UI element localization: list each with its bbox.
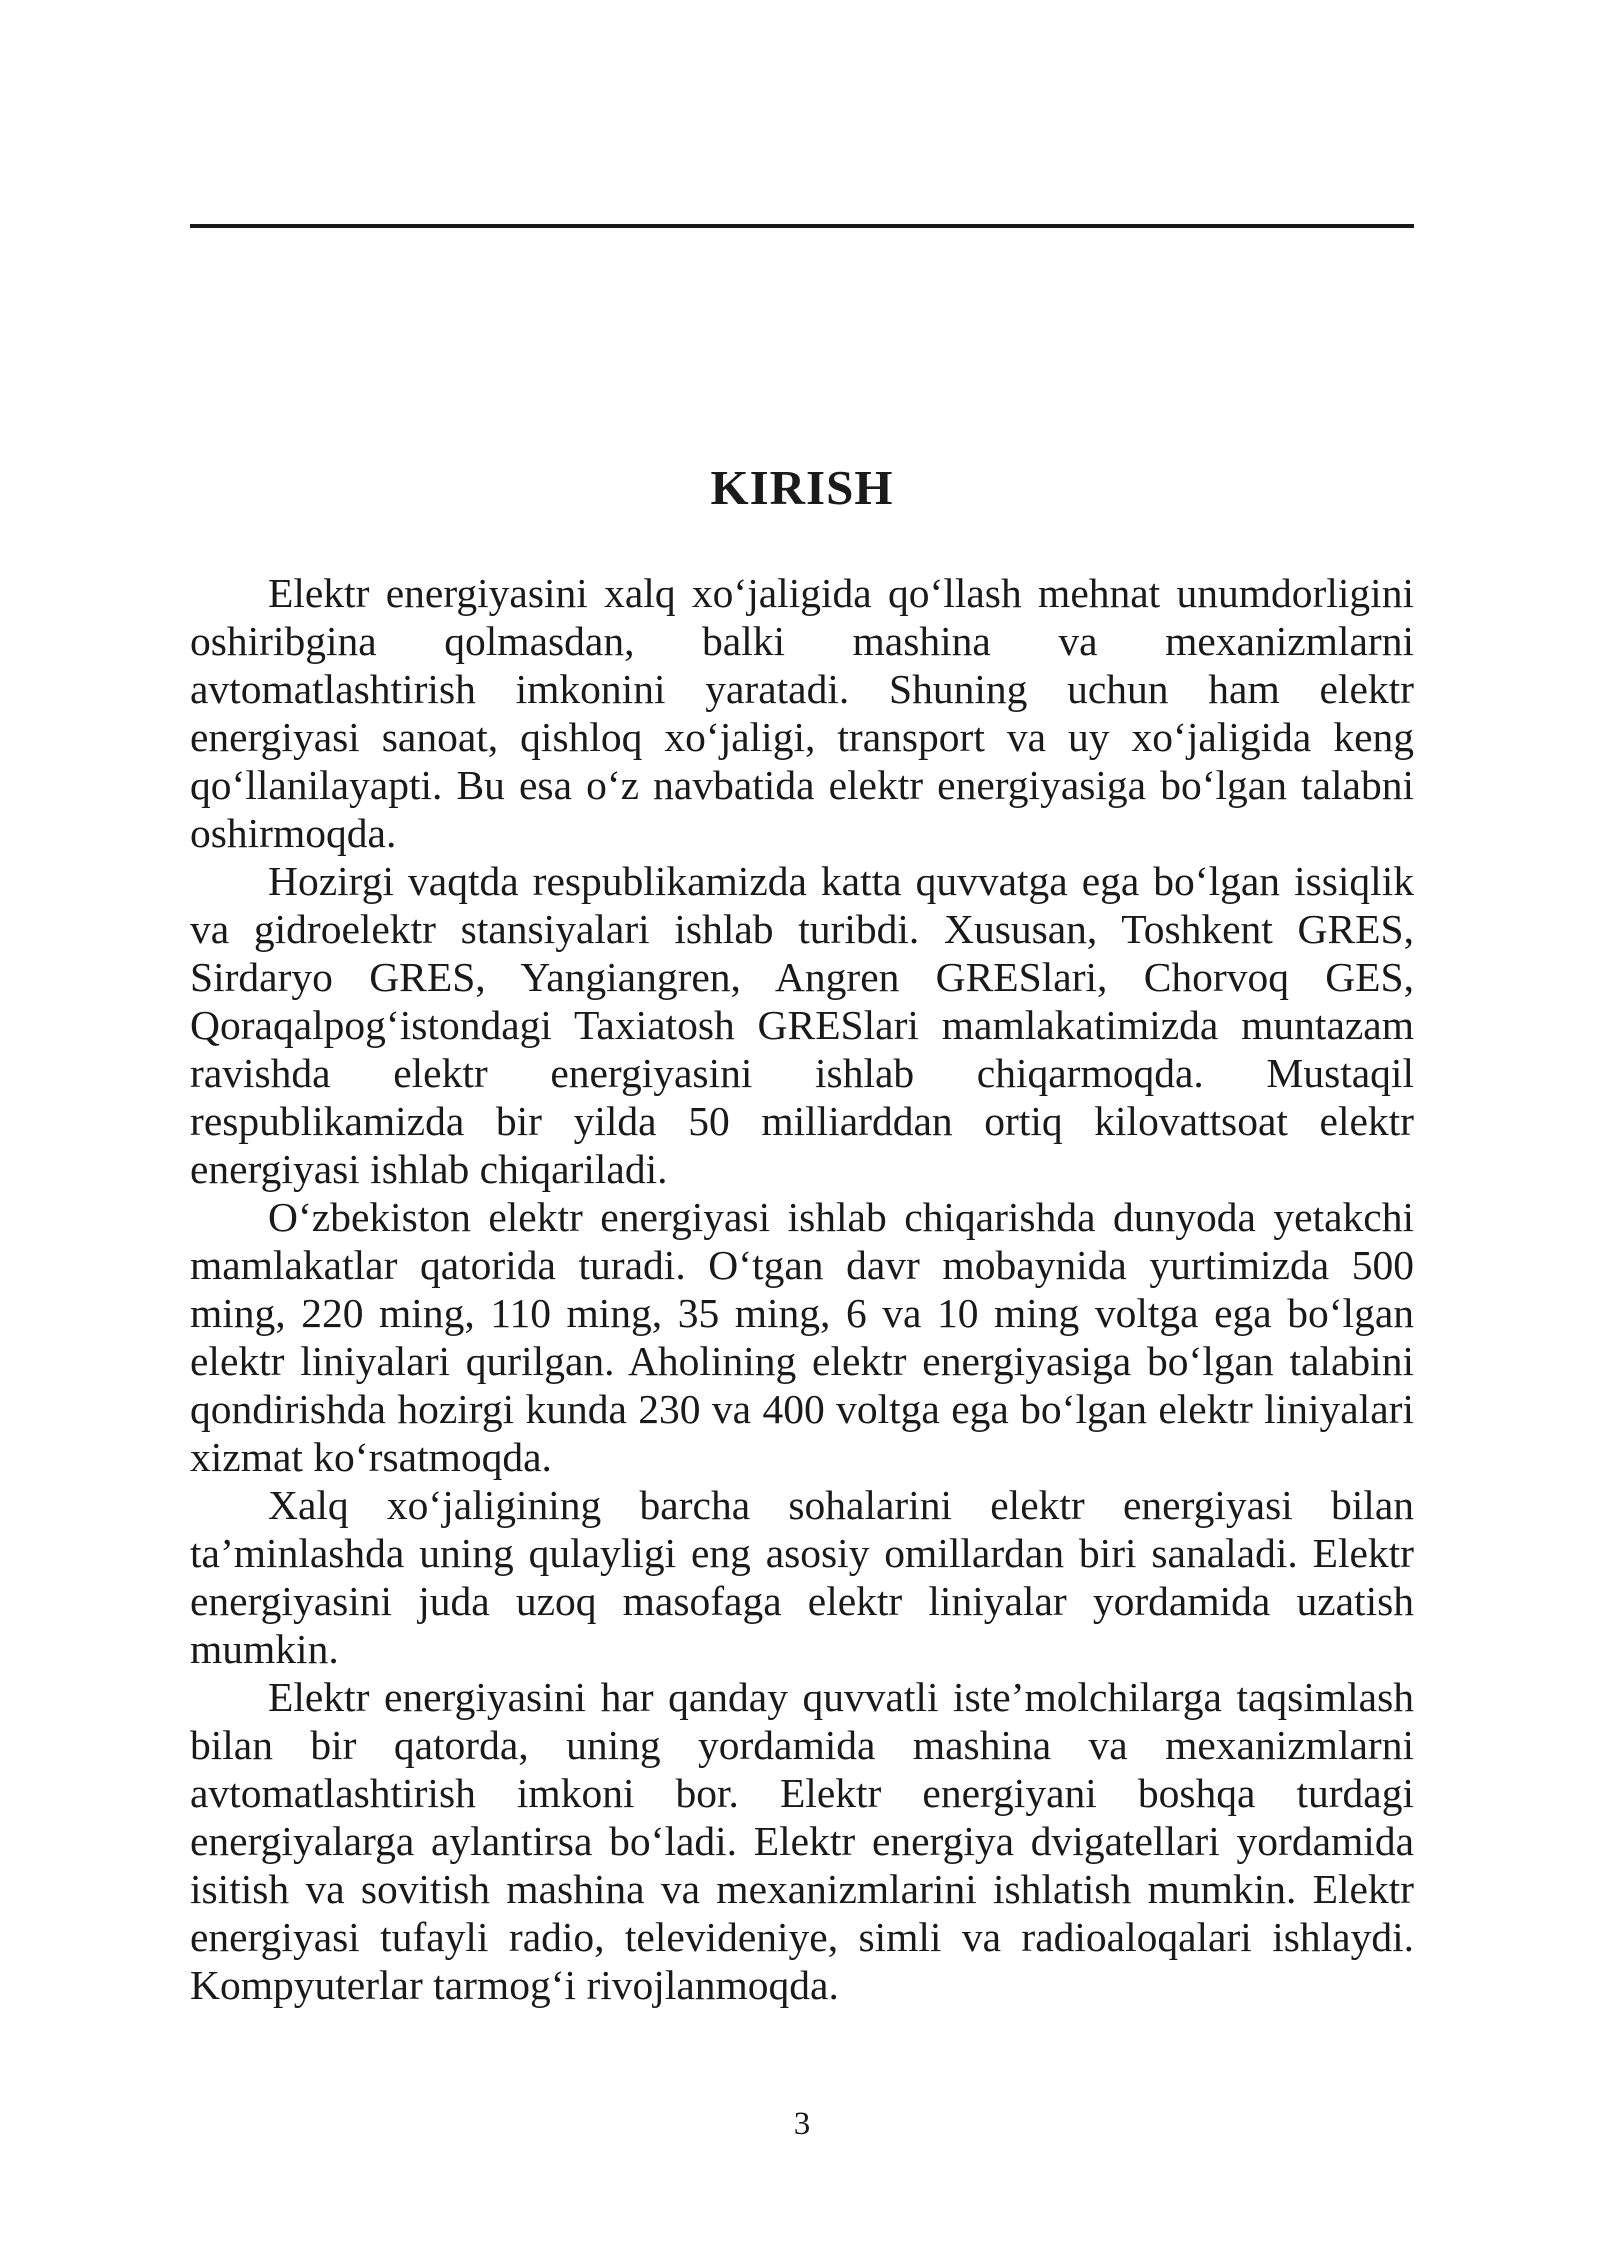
paragraph-5: Elektr energiyasini har qanday quvvatli iste’molchilarga taqsimlash bilan bir qatorda, uning yordamida mashina va mexanizmlarni avtomatlashtirish imkoni bor. Elektr energiyani boshqa turdagi energiyalarga aylantirsa bo‘ladi. Elektr energiya dvigatellari yordamida isitish va sovitish mashina va mexanizmlarini ishlatish mumkin. Elektr energiyasi tufayli radio, televideniye, simli va radioaloqalari ishlaydi. Kompyuterlar tarmog‘i rivojlanmoqda. bbox=[190, 1674, 1414, 2008]
paragraph-1: Elektr energiyasini xalq xo‘jaligida qo‘llash mehnat unumdorligini oshiribgina qolmasdan, balki mashina va mexanizmlarni avtomatlashtirish imkonini yaratadi. Shuning uchun ham elektr energiyasi sanoat, qishloq xo‘jaligi, transport va uy xo‘jaligida keng qo‘llanilayapti. Bu esa o‘z navbatida elektr energiyasiga bo‘lgan talabni oshirmoqda. bbox=[190, 570, 1414, 856]
paragraph-4: Xalq xo‘jaligining barcha sohalarini elektr energiyasi bilan ta’minlashda uning qulayligi eng asosiy omillardan biri sanaladi. Elektr energiyasini juda uzoq masofaga elektr liniyalar yordamida uzatish mumkin. bbox=[190, 1482, 1414, 1672]
chapter-title: KIRISH bbox=[710, 460, 894, 515]
paragraph-3: O‘zbekiston elektr energiyasi ishlab chiqarishda dunyoda yetakchi mamlakatlar qatorida turadi. O‘tgan davr mobaynida yurtimizda 500 ming, 220 ming, 110 ming, 35 ming, 6 va 10 ming voltga ega bo‘lgan elektr liniyalari qurilgan. Aholining elektr energiyasiga bo‘lgan talabini qondirishda hozirgi kunda 230 va 400 voltga ega bo‘lgan elektr liniyalari xizmat ko‘rsatmoqda. bbox=[190, 1194, 1414, 1480]
paragraph-2: Hozirgi vaqtda respublikamizda katta quvvatga ega bo‘lgan issiqlik va gidroelektr stansiyalari ishlab turibdi. Xususan, Toshkent GRES, Sirdaryo GRES, Yangiangren, Angren GRESlari, Chorvoq GES, Qoraqalpog‘istondagi Taxiatosh GRESlari mamlakatimizda muntazam ravishda elektr energiyasini ishlab chiqarmoqda. Mustaqil respublikamizda bir yilda 50 milliarddan ortiq kilovattsoat elektr energiyasi ishlab chiqariladi. bbox=[190, 858, 1414, 1192]
page-number: 3 bbox=[793, 2106, 811, 2142]
header-rule bbox=[190, 224, 1414, 228]
body-text bbox=[190, 569, 1414, 2009]
